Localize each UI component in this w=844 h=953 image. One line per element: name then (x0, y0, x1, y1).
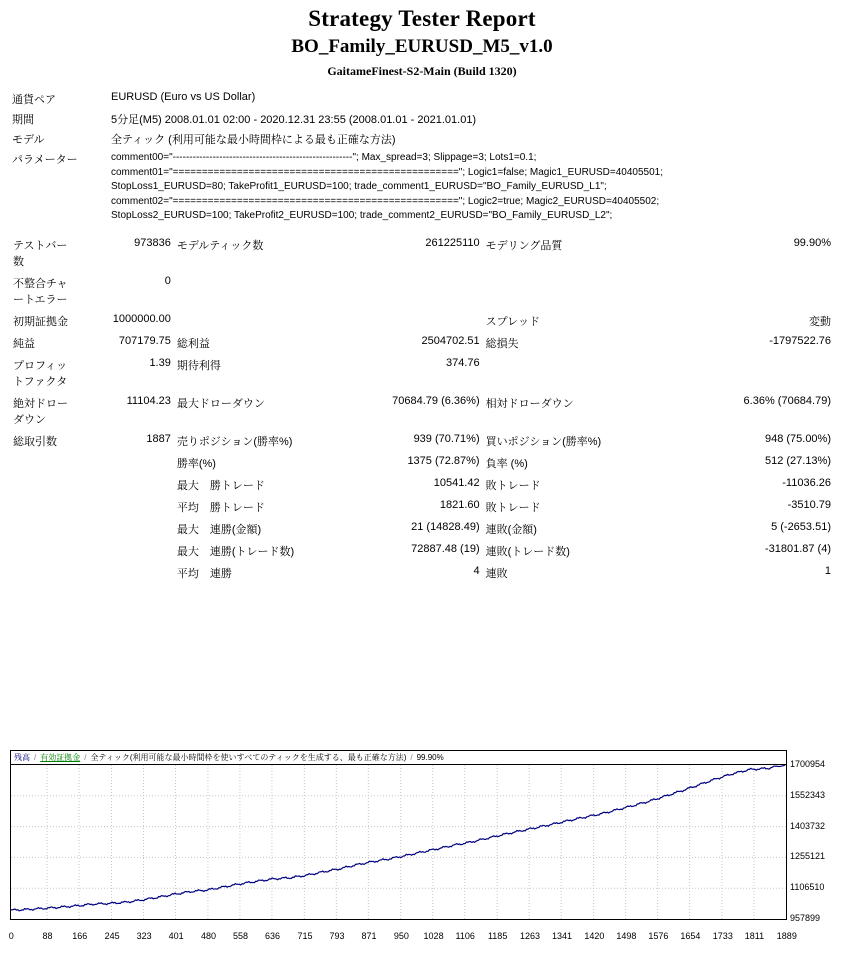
stat-value (332, 272, 483, 310)
chart-x-tick: 1028 (423, 931, 444, 941)
parameter-line-3: comment02="================================================="; Logic2=true; Magic2_EURUSD=40405502; (111, 195, 660, 207)
meta-row-model (10, 129, 834, 149)
meta-row-symbol (10, 89, 834, 109)
stat-label: 勝率(%) (176, 457, 216, 470)
parameter-line-1: comment01="================================================="; Logic1=false; Magic1_EURUSD=40405501; (111, 166, 664, 178)
report-subtitle: BO_Family_EURUSD_M5_v1.0 (291, 36, 553, 57)
parameter-line-2: StopLoss1_EURUSD=80; TakeProfit1_EURUSD=100; trade_comment1_EURUSD="BO_Family_EURUSD_L1"; (111, 181, 607, 192)
stat-label (483, 354, 669, 392)
broker-build: GaitameFinest-S2-Main (Build 1320) (327, 64, 517, 78)
stat-label: 敗トレード (485, 501, 541, 514)
meta-label-model: モデル (12, 134, 45, 146)
stat-value: 1887 (146, 432, 171, 445)
chart-plot-area (11, 765, 786, 919)
meta-row-period (10, 109, 834, 129)
stat-label: 絶対ドローダウン (13, 397, 68, 426)
stat-label: 相対ドローダウン (485, 397, 574, 410)
stat-label (10, 540, 75, 562)
legend-balance: 残高 (14, 753, 30, 762)
chart-x-tick: 88 (42, 931, 53, 941)
chart-x-tick: 166 (72, 931, 88, 941)
chart-x-tick: 0 (8, 931, 14, 941)
stat-label: 負率 (%) (485, 457, 528, 470)
stat-label: 最大 勝トレード (176, 479, 265, 492)
chart-x-tick: 715 (297, 931, 313, 941)
legend-separator-1: / (34, 753, 37, 762)
stat-value: 1.39 (149, 356, 171, 369)
stat-label: 最大ドローダウン (176, 397, 265, 410)
chart-x-tick: 1420 (584, 931, 605, 941)
stat-label: 総利益 (176, 337, 210, 350)
legend-quality: 99.90% (416, 753, 444, 762)
meta-value-parameters (109, 149, 834, 226)
chart-x-tick: 1733 (712, 931, 733, 941)
stat-value: 512 (27.13%) (764, 454, 831, 467)
stat-label: プロフィットファクタ (13, 359, 68, 388)
stat-label: 総損失 (485, 337, 519, 350)
stat-label (10, 474, 75, 496)
table-row (10, 562, 834, 584)
stat-value (332, 310, 483, 332)
stat-label: テストバー数 (13, 239, 68, 268)
table-row (10, 452, 834, 474)
stat-label: 期待利得 (176, 359, 221, 372)
chart-x-tick: 1811 (744, 931, 765, 941)
stat-value: 374.76 (445, 356, 480, 369)
chart-x-tick: 1185 (487, 931, 508, 941)
statistics-table (10, 234, 834, 584)
stat-label (10, 562, 75, 584)
table-row (10, 430, 834, 452)
chart-y-tick: 1106510 (790, 882, 825, 893)
parameter-line-0: comment00="------------------------------------------------------"; Max_spread=3; Slippage=3; Lots1=0.1; (111, 152, 537, 163)
stat-value (75, 518, 174, 540)
chart-x-tick: 401 (168, 931, 184, 941)
stat-label: モデリング品質 (485, 239, 563, 252)
stat-label: 総取引数 (13, 435, 57, 448)
stat-label (10, 518, 75, 540)
stat-value (75, 452, 174, 474)
table-row (10, 392, 834, 430)
table-row (10, 540, 834, 562)
legend-separator-2: / (84, 753, 87, 762)
chart-svg (11, 765, 786, 919)
chart-x-tick: 1263 (519, 931, 540, 941)
meta-value-period: 5分足(M5) 2008.01.01 02:00 - 2020.12.31 23:55 (2008.01.01 - 2021.01.01) (111, 114, 477, 126)
chart-x-tick: 1889 (776, 931, 797, 941)
stat-value: 973836 (134, 236, 171, 249)
legend-model: 全ティック(利用可能な最小時間枠を使いすべてのティックを生成する、最も正確な方法) (90, 753, 407, 762)
meta-label-parameters: パラメーター (12, 154, 78, 166)
legend-equity: 有効証拠金 (40, 753, 81, 762)
chart-x-tick: 793 (329, 931, 345, 941)
stat-label: 純益 (13, 337, 35, 350)
meta-label-period: 期間 (12, 114, 34, 126)
table-row (10, 234, 834, 272)
stat-label: スプレッド (485, 315, 541, 328)
meta-value-symbol: EURUSD (Euro vs US Dollar) (111, 91, 256, 103)
chart-x-tick: 480 (201, 931, 217, 941)
chart-x-tick: 636 (265, 931, 281, 941)
stat-label: 平均 勝トレード (176, 501, 265, 514)
stat-value: -3510.79 (787, 498, 831, 511)
chart-y-tick: 1255121 (790, 851, 826, 862)
chart-x-tick: 323 (136, 931, 152, 941)
table-row (10, 272, 834, 310)
chart-x-tick: 558 (233, 931, 249, 941)
stat-value: 1 (824, 564, 831, 577)
stat-label (10, 452, 75, 474)
stat-value: 99.90% (793, 236, 831, 249)
stat-value: 4 (473, 564, 480, 577)
stat-label: 初期証拠金 (13, 315, 68, 328)
meta-value-model: 全ティック (利用可能な最小時間枠による最も正確な方法) (111, 134, 396, 146)
chart-x-tick: 1106 (455, 931, 475, 941)
stat-value: 21 (14828.49) (411, 520, 480, 533)
stat-value: 1375 (72.87%) (407, 454, 480, 467)
stat-value (75, 540, 174, 562)
stat-value: 5 (-2653.51) (771, 520, 831, 533)
stat-value: 変動 (809, 315, 831, 328)
equity-chart (10, 750, 787, 920)
legend-separator-3: / (410, 753, 413, 762)
stat-value (669, 354, 834, 392)
stat-value: 10541.42 (433, 476, 480, 489)
stat-value (75, 474, 174, 496)
table-row (10, 518, 834, 540)
stat-value: 1821.60 (439, 498, 480, 511)
stat-label: 連敗(金額) (485, 523, 537, 536)
parameter-line-4: StopLoss2_EURUSD=100; TakeProfit2_EURUSD=100; trade_comment2_EURUSD="BO_Family_EURUSD_L2"; (111, 210, 613, 221)
stat-value (75, 496, 174, 518)
table-row (10, 474, 834, 496)
chart-y-tick: 1403732 (790, 820, 826, 831)
report-page (0, 6, 844, 953)
page-title: Strategy Tester Report (308, 6, 536, 31)
chart-x-tick: 1341 (551, 931, 572, 941)
stat-value: 707179.75 (118, 334, 171, 347)
chart-legend (11, 751, 786, 765)
stat-value (669, 272, 834, 310)
stat-label (483, 272, 669, 310)
chart-x-tick: 1654 (680, 931, 701, 941)
stat-label (174, 272, 332, 310)
meta-table (10, 89, 834, 226)
chart-x-tick: 245 (104, 931, 120, 941)
stat-label (10, 496, 75, 518)
stat-label: モデルティック数 (176, 239, 264, 252)
table-row (10, 310, 834, 332)
stat-value: -31801.87 (4) (764, 542, 831, 555)
stat-value: 939 (70.71%) (413, 432, 480, 445)
stat-value: -11036.26 (782, 476, 831, 489)
stat-value: 0 (164, 274, 171, 287)
table-row (10, 354, 834, 392)
chart-x-tick: 871 (361, 931, 377, 941)
stat-label: 連敗 (485, 567, 508, 580)
stat-value: 2504702.51 (421, 334, 480, 347)
table-row (10, 496, 834, 518)
stat-label (174, 310, 332, 332)
stat-value (75, 562, 174, 584)
chart-y-tick: 1700954 (790, 759, 826, 769)
stat-label: 最大 連勝(金額) (176, 523, 262, 536)
chart-x-tick: 1498 (616, 931, 637, 941)
stat-value: 72887.48 (19) (411, 542, 480, 555)
chart-y-axis-labels (790, 750, 844, 925)
chart-x-tick: 1576 (648, 931, 669, 941)
stat-value: 261225110 (425, 236, 480, 249)
stat-label: 平均 連勝 (176, 567, 232, 580)
stat-label: 買いポジション(勝率%) (485, 435, 602, 448)
stat-value: 6.36% (70684.79) (743, 394, 831, 407)
stat-value: 948 (75.00%) (764, 432, 831, 445)
stat-value: 70684.79 (6.36%) (392, 394, 480, 407)
stat-label: 最大 連勝(トレード数) (176, 545, 295, 558)
chart-x-axis-labels (0, 931, 800, 947)
stat-label: 連敗(トレード数) (485, 545, 570, 558)
table-row (10, 332, 834, 354)
stat-value: 1000000.00 (112, 312, 171, 325)
chart-y-tick: 1552343 (790, 789, 826, 800)
stat-value: 11104.23 (126, 394, 171, 407)
stat-label: 敗トレード (485, 479, 541, 492)
chart-x-tick: 950 (393, 931, 409, 941)
stat-label: 不整合チャートエラー (13, 277, 68, 306)
chart-y-tick: 957899 (790, 913, 821, 923)
meta-row-parameters (10, 149, 834, 226)
meta-label-symbol: 通貨ペア (12, 94, 56, 106)
stat-value: -1797522.76 (769, 334, 831, 347)
stat-label: 売りポジション(勝率%) (176, 435, 293, 448)
